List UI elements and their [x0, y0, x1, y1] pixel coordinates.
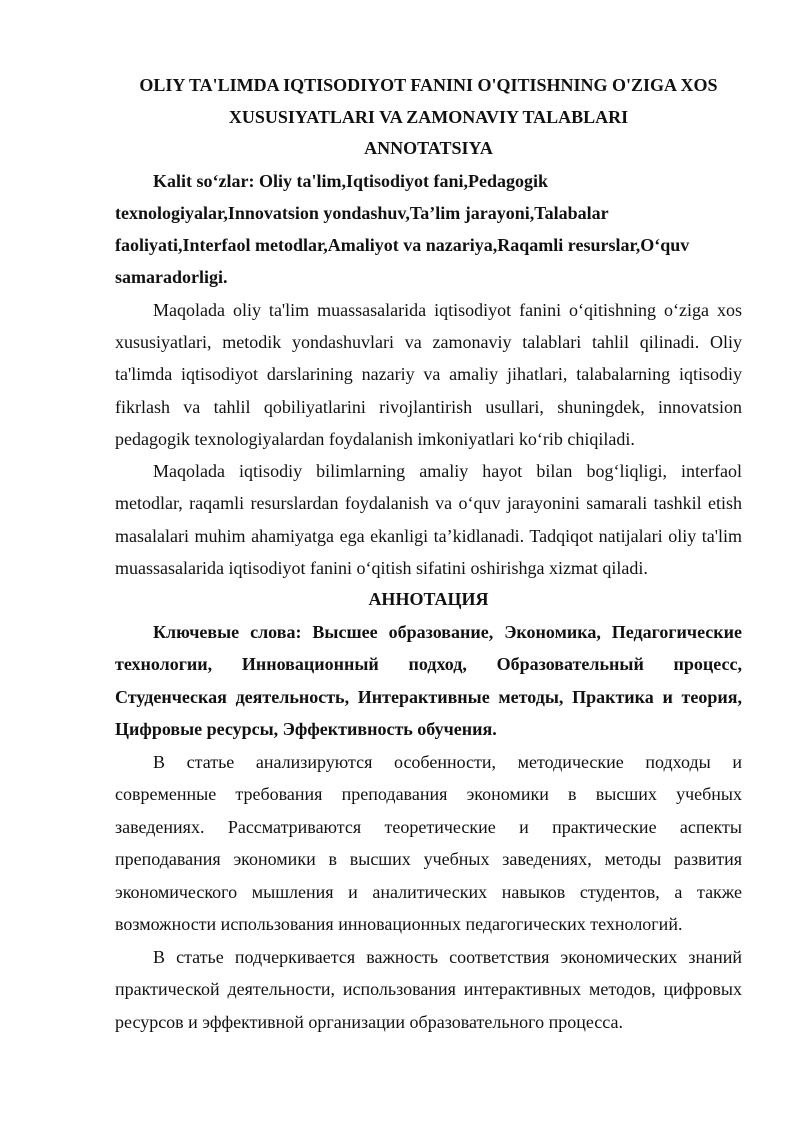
- uz-paragraph-2: Maqolada iqtisodiy bilimlarning amaliy hayot bilan bog‘liqligi, interfaol metodlar, raqamli resurslardan foydalanish va o‘quv jarayonini samarali tashkil etish masalalari muhim ahamiyatga ega ekanligi ta’kidlanadi. Tadqiqot natijalari oliy ta'lim muassasalarida iqtisodiyot fanini o‘qitish sifatini oshirishga xizmat qiladi.: [115, 461, 742, 579]
- document-page: [115, 70, 742, 1038]
- article-title-line1: OLIY TA'LIMDA IQTISODIYOT FANINI O'QITISHNING O'ZIGA XOS: [139, 75, 718, 95]
- ru-annotation-heading: АННОТАЦИЯ: [368, 589, 489, 610]
- uz-annotation-heading: ANNOTATSIYA: [364, 138, 493, 158]
- uz-keywords: Kalit so‘zlar: Oliy ta'lim,Iqtisodiyot fani,Pedagogik texnologiyalar,Innovatsion yondashuv,Ta’lim jarayoni,Talabalar faoliyati,Interfaol metodlar,Amaliyot va nazariya,Raqamli resurslar,O‘quv samaradorligi.: [115, 170, 690, 288]
- ru-keywords: Ключевые слова: Высшее образование, Экономика, Педагогические технологии, Инновационный подход, Образовательный процесс, Студенческая деятельность, Интерактивные методы, Практика и теория, Цифровые ресурсы, Эффективность обучения.: [115, 621, 742, 740]
- ru-paragraph-2: В статье подчеркивается важность соответствия экономических знаний практической деятельности, использования интерактивных методов, цифровых ресурсов и эффективной организации образовательного процесса.: [115, 946, 742, 1032]
- article-title: [115, 70, 742, 133]
- article-title-line2: XUSUSIYATLARI VA ZAMONAVIY TALABLARI: [228, 106, 629, 127]
- ru-paragraph-1: В статье анализируются особенности, методические подходы и современные требования преподавания экономики в высших учебных заведениях. Рассматриваются теоретические и практические аспекты преподавания экономики в высших учебных заведениях, методы развития экономического мышления и аналитических навыков студентов, а также возможности использования инновационных педагогических технологий.: [115, 751, 742, 935]
- uz-paragraph-1: Maqolada oliy ta'lim muassasalarida iqtisodiyot fanini o‘qitishning o‘ziga xos xususiyatlari, metodik yondashuvlari va zamonaviy talablari tahlil qilinadi. Oliy ta'limda iqtisodiyot darslarining nazariy va amaliy jihatlari, talabalarning iqtisodiy fikrlash va tahlil qobiliyatlarini rivojlantirish usullari, shuningdek, innovatsion pedagogik texnologiyalardan foydalanish imkoniyatlari ko‘rib chiqiladi.: [115, 299, 742, 449]
